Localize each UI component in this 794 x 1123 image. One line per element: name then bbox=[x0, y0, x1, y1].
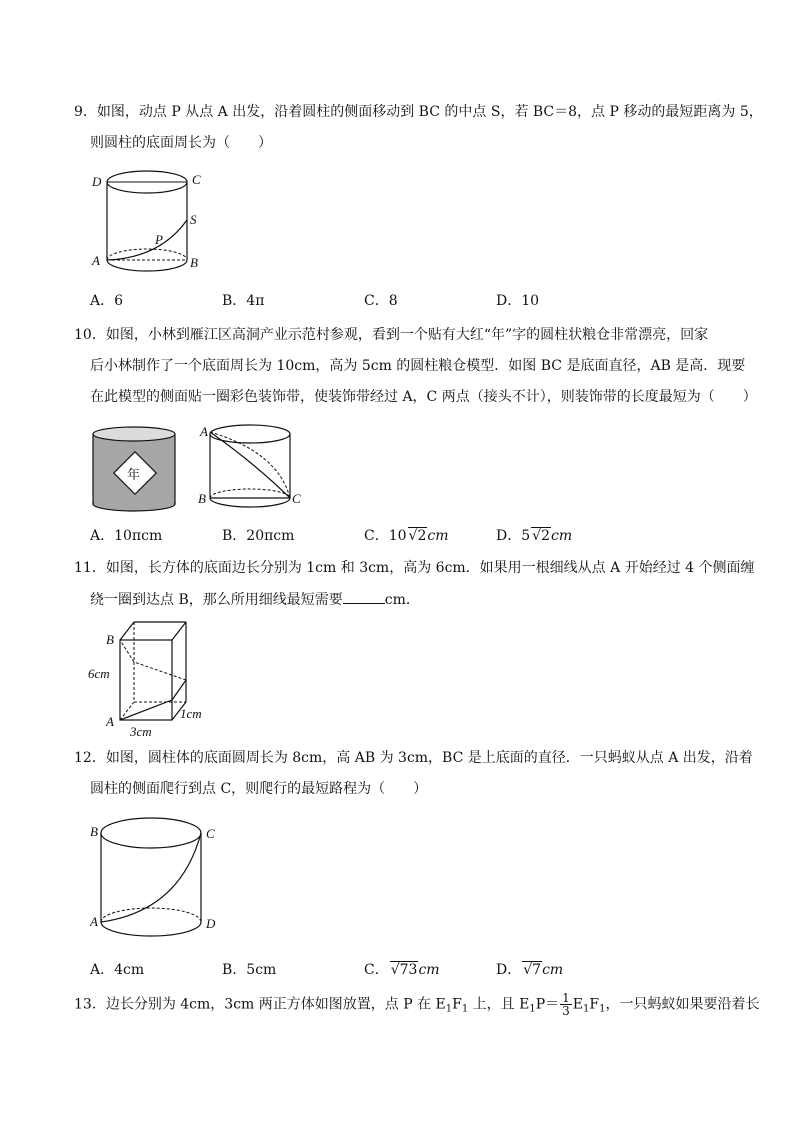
q9-option-c: C．8 bbox=[364, 293, 398, 309]
top-right-depth bbox=[172, 622, 186, 640]
bottom-back-arc bbox=[101, 908, 201, 922]
q12-line1: 12．如图，圆柱体的底面圆周长为 8cm，高 AB 为 3cm，BC 是上底面的直径．一只蚂蚁从点 A 出发，沿着 bbox=[74, 750, 753, 766]
q10-option-d-prefix: D．5 bbox=[496, 528, 531, 544]
label-C: C bbox=[292, 491, 301, 506]
q13-sub-f1-b: 1 bbox=[599, 1003, 606, 1015]
q12-option-c-unit: cm bbox=[418, 962, 440, 978]
q9-option-a: A．6 bbox=[90, 293, 124, 309]
top-left-depth bbox=[120, 622, 134, 640]
q10-line3: 在此模型的侧面贴一圈彩色装饰带，使装饰带经过 A，C 两点（接头不计），则装饰带的长度最短为（ ） bbox=[90, 389, 757, 405]
top-ellipse bbox=[101, 818, 201, 848]
label-C: C bbox=[192, 172, 201, 187]
label-B: B bbox=[106, 632, 114, 647]
string-seg4 bbox=[120, 640, 134, 662]
q10-option-c-unit: cm bbox=[427, 528, 449, 544]
q10-option-d-radicand: 2 bbox=[541, 528, 550, 544]
q9-option-b: B．4π bbox=[222, 293, 265, 309]
q12-option-c-radical: √73 bbox=[390, 962, 418, 978]
label-6cm: 6cm bbox=[88, 666, 110, 681]
band-front bbox=[210, 432, 290, 498]
granary-top bbox=[93, 427, 175, 441]
q10-granary-figure bbox=[90, 422, 180, 512]
q12-cylinder-figure bbox=[90, 816, 230, 946]
q11-line2-unit: cm． bbox=[384, 592, 420, 608]
band-back bbox=[210, 432, 290, 498]
q12-option-d bbox=[496, 960, 563, 980]
label-B: B bbox=[90, 824, 98, 839]
q9-line1: 9．如图，动点 P 从点 A 出发，沿着圆柱的侧面移动到 BC 的中点 S，若 BC＝8，点 P 移动的最短距离为 5， bbox=[74, 104, 763, 120]
q13-sub-e1-b: 1 bbox=[583, 1003, 590, 1015]
q10-line1: 10．如图，小林到雁江区高洞产业示范村参观，看到一个贴有大红“年”字的圆柱状粮仓非常漂亮，回家 bbox=[74, 327, 709, 343]
q10-option-c-radical: √2 bbox=[408, 528, 427, 544]
q11-line1: 11．如图，长方体的底面边长分别为 1cm 和 3cm，高为 6cm．如果用一根细线从点 A 开始经过 4 个侧面缠 bbox=[74, 560, 755, 576]
q10-option-d bbox=[496, 526, 572, 546]
label-B: B bbox=[198, 491, 206, 506]
q13-fraction bbox=[560, 992, 572, 1017]
q13-sub-e1p: 1 bbox=[529, 1003, 536, 1015]
q10-option-d-unit: cm bbox=[550, 528, 573, 544]
q12-option-b: B．5cm bbox=[222, 962, 277, 978]
q10-line2: 后小林制作了一个底面周长为 10cm，高为 5cm 的圆柱粮仓模型．如图 BC 是底面直径，AB 是高．现要 bbox=[90, 358, 746, 374]
nian-character: 年 bbox=[127, 468, 141, 483]
q13-text-end: ，一只蚂蚁如果要沿着长 bbox=[605, 996, 760, 1013]
q13-line1 bbox=[74, 992, 760, 1020]
q13-sub-e1: 1 bbox=[445, 1003, 453, 1015]
q13-sub-f1: 1 bbox=[461, 1003, 469, 1015]
label-A: A bbox=[90, 914, 98, 929]
q11-line2-text: 绕一圈到达点 B，那么所用细线最短需要 bbox=[90, 592, 343, 608]
q13-fraction-denominator: 3 bbox=[562, 1004, 570, 1018]
ant-path-A-to-C bbox=[101, 833, 201, 922]
label-S: S bbox=[190, 212, 197, 227]
q12-option-d-radicand: 7 bbox=[532, 962, 542, 978]
bottom-back-arc bbox=[210, 489, 290, 498]
label-3cm: 3cm bbox=[130, 724, 152, 739]
q13-text-f-b: F bbox=[589, 996, 600, 1013]
q11-line2 bbox=[90, 589, 420, 610]
path-A-to-S bbox=[107, 220, 187, 260]
q10-option-c-prefix: C．10 bbox=[364, 528, 407, 544]
q12-line2: 圆柱的侧面爬行到点 C，则爬行的最短路程为（ ） bbox=[90, 781, 428, 797]
bottom-front-arc bbox=[107, 260, 187, 271]
q13-text-e: E bbox=[572, 996, 584, 1013]
q10-option-d-radical: √2 bbox=[532, 528, 550, 544]
q12-option-d-unit: cm bbox=[542, 962, 564, 978]
label-A: A bbox=[200, 424, 208, 439]
q11-cuboid-figure bbox=[88, 618, 218, 743]
label-A: A bbox=[92, 253, 100, 268]
q10-option-c-radicand: 2 bbox=[417, 528, 427, 544]
q13-text-f: F bbox=[452, 996, 462, 1013]
q10-cylinder-figure bbox=[198, 422, 308, 512]
q10-option-a: A．10πcm bbox=[90, 528, 163, 544]
string-seg3 bbox=[134, 662, 186, 680]
bottom-front-arc bbox=[101, 922, 201, 936]
label-D: D bbox=[92, 174, 102, 189]
q9-line2: 则圆柱的底面周长为（ ） bbox=[90, 135, 272, 151]
q12-option-c-radicand: 73 bbox=[399, 962, 418, 978]
bottom-back-arc bbox=[107, 249, 187, 260]
q9-option-d: D．10 bbox=[496, 293, 540, 309]
q13-text-p-eq: P＝ bbox=[535, 996, 560, 1013]
q9-cylinder-figure bbox=[90, 168, 210, 273]
q13-text-start: 13．边长分别为 4cm，3cm 两正方体如图放置，点 P 在 E bbox=[74, 996, 446, 1013]
q12-option-d-radical: √7 bbox=[523, 962, 542, 978]
label-P: P bbox=[155, 232, 163, 247]
bottom-front-arc bbox=[210, 498, 290, 507]
label-1cm: 1cm bbox=[180, 706, 202, 721]
q13-text-mid: 上，且 E bbox=[468, 996, 530, 1013]
label-B: B bbox=[190, 255, 198, 270]
q12-option-d-prefix: D． bbox=[496, 962, 522, 978]
string-seg2 bbox=[172, 680, 186, 700]
label-D: D bbox=[206, 916, 216, 931]
label-C: C bbox=[206, 826, 215, 841]
q10-option-b: B．20πcm bbox=[222, 528, 295, 544]
label-A: A bbox=[106, 714, 114, 729]
q12-option-c bbox=[364, 960, 440, 980]
q12-option-a: A．4cm bbox=[90, 962, 145, 978]
q11-answer-blank bbox=[343, 589, 385, 604]
q10-option-c bbox=[364, 526, 449, 546]
q13-fraction-numerator: 1 bbox=[562, 991, 570, 1005]
q12-option-c-prefix: C． bbox=[364, 962, 389, 978]
